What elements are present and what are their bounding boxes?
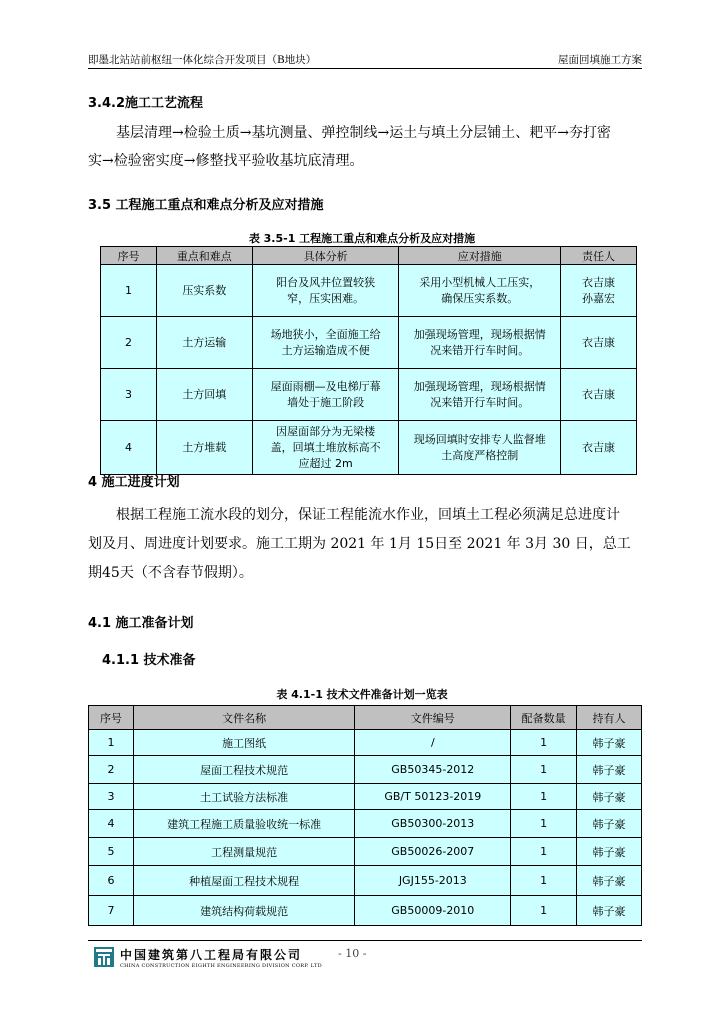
cell-person bbox=[561, 265, 637, 317]
company-logo-icon bbox=[94, 947, 114, 967]
table-header-row bbox=[89, 706, 642, 730]
table2-caption: 表 4.1-1 技术文件准备计划一览表 bbox=[276, 688, 448, 701]
cell-qty: 1 bbox=[511, 838, 577, 866]
cell-name: 施工图纸 bbox=[133, 730, 355, 756]
cell-measure bbox=[399, 265, 561, 317]
measure-line: 确保压实系数。 bbox=[441, 291, 519, 305]
page-footer bbox=[88, 940, 642, 975]
table-row bbox=[101, 369, 637, 421]
person-line: 衣吉康 bbox=[582, 275, 616, 289]
cell-code: GB50345-2012 bbox=[355, 756, 511, 784]
analysis-line: 因屋面部分为无梁楼 bbox=[276, 424, 376, 438]
cell-analysis bbox=[252, 421, 399, 475]
table-row bbox=[89, 896, 642, 926]
header-project-name: 即墨北站站前枢纽一体化综合开发项目（B地块） bbox=[88, 54, 317, 66]
cell-no: 1 bbox=[89, 730, 134, 756]
table-row bbox=[89, 756, 642, 784]
table-header-row bbox=[101, 247, 637, 265]
cell-person: 衣吉康 bbox=[561, 421, 637, 475]
table-row bbox=[89, 730, 642, 756]
cell-qty: 1 bbox=[511, 784, 577, 810]
cell-no: 3 bbox=[89, 784, 134, 810]
cell-no: 5 bbox=[89, 838, 134, 866]
cell-holder: 韩子豪 bbox=[577, 756, 642, 784]
cell-code: JGJ155-2013 bbox=[355, 866, 511, 896]
cell-point: 土方回填 bbox=[156, 369, 252, 421]
measure-line: 况来错开行车时间。 bbox=[430, 343, 530, 357]
difficulty-table bbox=[100, 246, 637, 475]
col-header-qty: 配备数量 bbox=[511, 706, 577, 730]
measure-line: 土高度严格控制 bbox=[441, 448, 519, 462]
cell-qty: 1 bbox=[511, 730, 577, 756]
cell-code: / bbox=[355, 730, 511, 756]
cell-holder: 韩子豪 bbox=[577, 866, 642, 896]
cell-no: 2 bbox=[101, 317, 157, 369]
schedule-line-1: 根据工程施工流水段的划分，保证工程能流水作业，回填土工程必须满足总进度计 bbox=[116, 507, 620, 523]
analysis-line: 屋面雨棚—及电梯厅幕 bbox=[270, 379, 381, 393]
heading-4-1: 4.1 施工准备计划 bbox=[88, 616, 194, 631]
measure-line: 加强现场管理，现场根据情 bbox=[413, 327, 546, 341]
cell-no: 6 bbox=[89, 866, 134, 896]
company-name-cn: 中国建筑第八工程局有限公司 bbox=[120, 948, 303, 962]
table-row bbox=[101, 265, 637, 317]
table-row bbox=[89, 784, 642, 810]
cell-name: 土工试验方法标准 bbox=[133, 784, 355, 810]
col-header-no: 序号 bbox=[89, 706, 134, 730]
cell-qty: 1 bbox=[511, 810, 577, 838]
col-header-name: 文件名称 bbox=[133, 706, 355, 730]
measure-line: 采用小型机械人工压实， bbox=[419, 275, 541, 289]
process-line-2: 实→检验密实度→修整找平验收基坑底清理。 bbox=[88, 153, 364, 169]
cell-qty: 1 bbox=[511, 866, 577, 896]
cell-no: 7 bbox=[89, 896, 134, 926]
measure-line: 加强现场管理，现场根据情 bbox=[413, 379, 546, 393]
cell-name: 屋面工程技术规范 bbox=[133, 756, 355, 784]
cell-holder: 韩子豪 bbox=[577, 784, 642, 810]
cell-measure bbox=[399, 421, 561, 475]
heading-4-1-1: 4.1.1 技术准备 bbox=[102, 653, 196, 668]
cell-holder: 韩子豪 bbox=[577, 730, 642, 756]
analysis-line: 应超过 2m bbox=[298, 456, 353, 470]
tech-docs-table bbox=[88, 705, 642, 926]
analysis-line: 墙处于施工阶段 bbox=[287, 395, 365, 409]
company-name-en: CHINA CONSTRUCTION EIGHTH ENGINEERING DIVISION CORP. LTD bbox=[120, 963, 322, 969]
cell-name: 工程测量规范 bbox=[133, 838, 355, 866]
cell-analysis bbox=[252, 265, 399, 317]
person-line: 孙嘉宏 bbox=[582, 291, 616, 305]
cell-name: 建筑结构荷载规范 bbox=[133, 896, 355, 926]
schedule-line-2: 划及月、周进度计划要求。施工工期为 2021 年 1月 15日至 2021 年 3月 30 日，总工 bbox=[88, 536, 631, 552]
cell-point: 土方堆载 bbox=[156, 421, 252, 475]
measure-line: 现场回填时安排专人监督堆 bbox=[413, 432, 546, 446]
table-row bbox=[89, 866, 642, 896]
table-row bbox=[89, 838, 642, 866]
analysis-line: 窄，压实困难。 bbox=[287, 291, 365, 305]
cell-name: 建筑工程施工质量验收统一标准 bbox=[133, 810, 355, 838]
analysis-line: 土方运输造成不便 bbox=[281, 343, 370, 357]
col-header-no: 序号 bbox=[101, 247, 157, 265]
cell-code: GB50026-2007 bbox=[355, 838, 511, 866]
cell-person: 衣吉康 bbox=[561, 317, 637, 369]
col-header-holder: 持有人 bbox=[577, 706, 642, 730]
col-header-person: 责任人 bbox=[561, 247, 637, 265]
cell-no: 3 bbox=[101, 369, 157, 421]
cell-no: 2 bbox=[89, 756, 134, 784]
cell-code: GB50300-2013 bbox=[355, 810, 511, 838]
header-doc-title: 屋面回填施工方案 bbox=[558, 54, 642, 66]
cell-analysis bbox=[252, 369, 399, 421]
heading-3-4-2: 3.4.2施工工艺流程 bbox=[88, 96, 204, 111]
cell-code: GB/T 50123-2019 bbox=[355, 784, 511, 810]
measure-line: 况来错开行车时间。 bbox=[430, 395, 530, 409]
col-header-analysis: 具体分析 bbox=[252, 247, 399, 265]
cell-person: 衣吉康 bbox=[561, 369, 637, 421]
cell-qty: 1 bbox=[511, 756, 577, 784]
cell-name: 种植屋面工程技术规程 bbox=[133, 866, 355, 896]
cell-point: 压实系数 bbox=[156, 265, 252, 317]
process-line-1: 基层清理→检验土质→基坑测量、弹控制线→运土与填土分层铺土、耙平→夯打密 bbox=[116, 125, 611, 141]
cell-no: 1 bbox=[101, 265, 157, 317]
table-row bbox=[101, 317, 637, 369]
analysis-line: 盖，回填土堆放标高不 bbox=[270, 440, 381, 454]
col-header-point: 重点和难点 bbox=[156, 247, 252, 265]
cell-point: 土方运输 bbox=[156, 317, 252, 369]
table-row bbox=[89, 810, 642, 838]
page-header bbox=[88, 50, 642, 69]
analysis-line: 阳台及风井位置较狭 bbox=[276, 275, 376, 289]
schedule-line-3: 期45天（不含春节假期）。 bbox=[88, 565, 253, 581]
cell-code: GB50009-2010 bbox=[355, 896, 511, 926]
cell-no: 4 bbox=[89, 810, 134, 838]
table1-caption: 表 3.5-1 工程施工重点和难点分析及应对措施 bbox=[248, 232, 476, 245]
cell-holder: 韩子豪 bbox=[577, 810, 642, 838]
page-number: - 10 - bbox=[338, 947, 367, 960]
col-header-measure: 应对措施 bbox=[399, 247, 561, 265]
cell-holder: 韩子豪 bbox=[577, 838, 642, 866]
cell-measure bbox=[399, 317, 561, 369]
cell-holder: 韩子豪 bbox=[577, 896, 642, 926]
cell-analysis bbox=[252, 317, 399, 369]
analysis-line: 场地狭小，全面施工给 bbox=[270, 327, 381, 341]
cell-no: 4 bbox=[101, 421, 157, 475]
cell-measure bbox=[399, 369, 561, 421]
heading-3-5: 3.5 工程施工重点和难点分析及应对措施 bbox=[88, 198, 324, 213]
heading-4: 4 施工进度计划 bbox=[88, 475, 180, 490]
cell-qty: 1 bbox=[511, 896, 577, 926]
col-header-code: 文件编号 bbox=[355, 706, 511, 730]
table-row bbox=[101, 421, 637, 475]
